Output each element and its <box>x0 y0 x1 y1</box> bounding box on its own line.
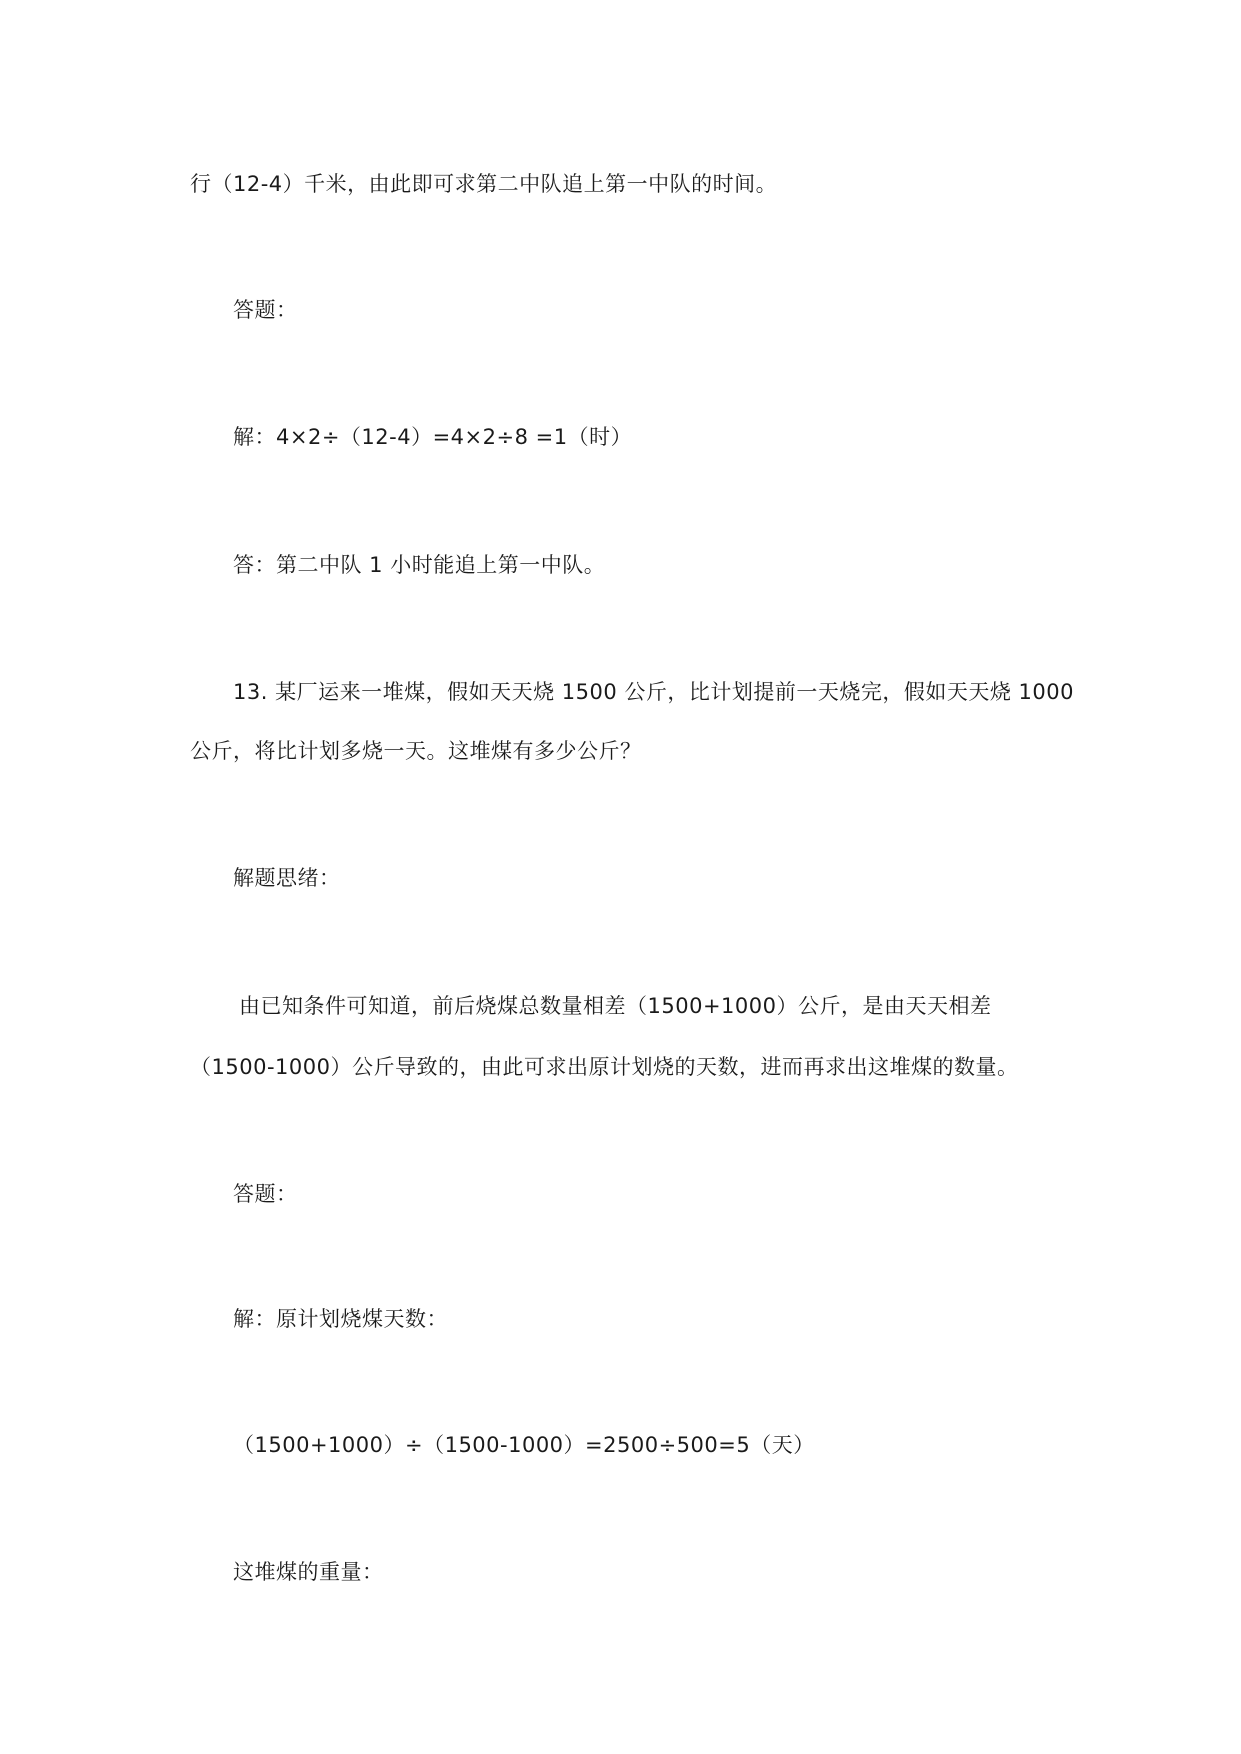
text-line-answer-1: 答：第二中队 1 小时能追上第一中队。 <box>233 553 606 577</box>
text-line-problem-13-part1: 13. 某厂运来一堆煤，假如天天烧 1500 公斤，比计划提前一天烧完，假如天天烧 1000 <box>233 680 1074 704</box>
text-line-solution-2-label: 解：原计划烧煤天数： <box>233 1307 448 1331</box>
text-line-thinking-heading: 解题思绪： <box>233 866 341 890</box>
text-line-solution-2-formula: （1500+1000）÷（1500-1000）=2500÷500=5（天） <box>233 1433 815 1457</box>
text-line-thinking-part1: 由已知条件可知道，前后烧煤总数量相差（1500+1000）公斤，是由天天相差 <box>239 994 992 1018</box>
text-line-prev-solution-end: 行（12-4）千米，由此即可求第二中队追上第一中队的时间。 <box>190 172 778 196</box>
text-line-answer-heading-1: 答题： <box>233 298 298 322</box>
text-line-solution-1: 解：4×2÷（12-4）=4×2÷8 =1（时） <box>233 425 633 449</box>
text-line-problem-13-part2: 公斤，将比计划多烧一天。这堆煤有多少公斤？ <box>190 739 642 763</box>
text-line-thinking-part2: （1500-1000）公斤导致的，由此可求出原计划烧的天数，进而再求出这堆煤的数量。 <box>190 1055 1019 1079</box>
text-line-coal-weight-label: 这堆煤的重量： <box>233 1560 384 1584</box>
text-line-answer-heading-2: 答题： <box>233 1182 298 1206</box>
